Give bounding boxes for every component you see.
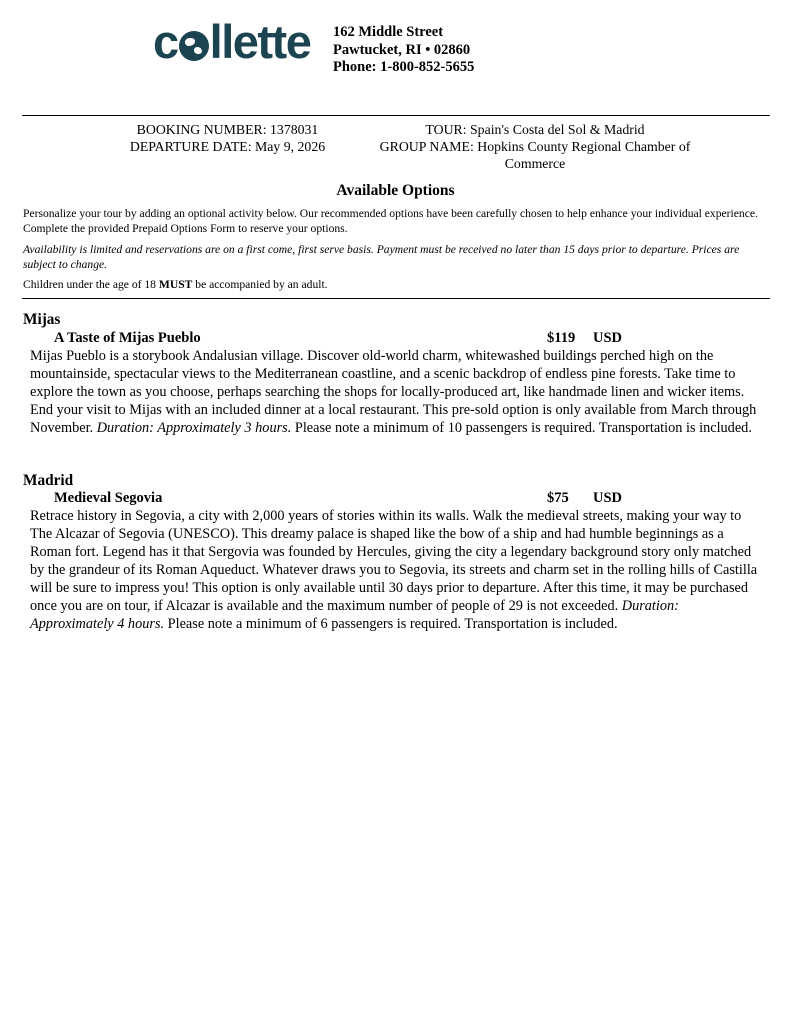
intro-children-text-end: be accompanied by an adult. [192,278,328,291]
address-street: 162 Middle Street [333,24,444,40]
intro-personalize: Personalize your tour by adding an optional activity below. Our recommended options have been carefully chosen to help enhance your individual experience. Complete the provided Prepaid Options Form to reserve your options. [23,207,758,235]
option-price: $119 [547,330,576,346]
option-description [30,347,765,437]
intro-children-must: MUST [158,278,193,291]
option-currency: USD [593,490,623,506]
option-description [30,507,765,633]
tour-name: TOUR: Spain's Costa del Sol & Madrid [425,122,645,137]
option-duration: Duration: Approximately 3 hours. [96,420,292,436]
destination-heading: Mijas [23,311,61,328]
booking-info-right [365,121,705,172]
address-city: Pawtucket, RI • 02860 [333,41,471,58]
option-duration: Duration: Approximately 4 hours. [30,598,679,632]
option-name: Medieval Segovia [54,490,163,506]
intro-children [23,278,763,293]
option-description-main: Mijas Pueblo is a storybook Andalusian village. Discover old-world charm, whitewashed buildings perched high on the mountainside, spectacular views to the Mediterranean coastline, and a scenic backdrop of endless pine forests. Take time to explore the town as you choose, perhaps searching the shops for locally-produced art, like handmade linen and wicker items. End your visit to Mijas with an included dinner at a local restaurant. This pre-sold option is only available from March through November. [30,348,757,436]
header-divider [22,115,770,116]
page-title: Available Options [336,182,455,199]
booking-info-left [100,121,355,155]
group-name: GROUP NAME: Hopkins County Regional Chamber of Commerce [379,139,691,171]
address-phone: Phone: 1-800-852-5655 [333,59,475,75]
collette-logo: c llette [153,15,311,68]
intro-divider [22,298,770,299]
booking-number: BOOKING NUMBER: 1378031 [136,122,319,137]
option-name: A Taste of Mijas Pueblo [54,330,201,346]
intro-children-text: Children under the age of 18 [23,278,159,291]
option-description-tail: Please note a minimum of 10 passengers is required. Transportation is included. [291,420,752,436]
departure-date: DEPARTURE DATE: May 9, 2026 [129,139,326,154]
option-description-main: Retrace history in Segovia, a city with 2,000 years of stories within its walls. Walk the medieval streets, making your way to The Alcazar of Segovia (UNESCO). This dreamy palace is shaped like the bow of a ship and had humble beginnings as a Roman fort. Legend has it that Sergovia was founded by Hercules, giving the city a legendary background story only matched by the grandeur of its Roman Aqueduct. Whatever draws you to Segovia, its streets and charm set in the rolling hills of Castilla will be sure to impress you! This option is only available until 30 days prior to departure. After this time, it may be purchased once you are on tour, if Alcazar is available and the maximum number of people of 29 is not exceeded. [30,508,758,614]
intro-availability: Availability is limited and reservations are on a first come, first serve basis. Payment must be received no later than 15 days prior to departure. Prices are subject to change. [23,243,740,271]
option-price: $75 [547,490,569,506]
destination-heading: Madrid [23,472,74,489]
option-description-tail: Please note a minimum of 6 passengers is required. Transportation is included. [164,616,618,632]
globe-icon [179,31,209,61]
company-address [333,24,474,77]
option-currency: USD [593,330,623,346]
